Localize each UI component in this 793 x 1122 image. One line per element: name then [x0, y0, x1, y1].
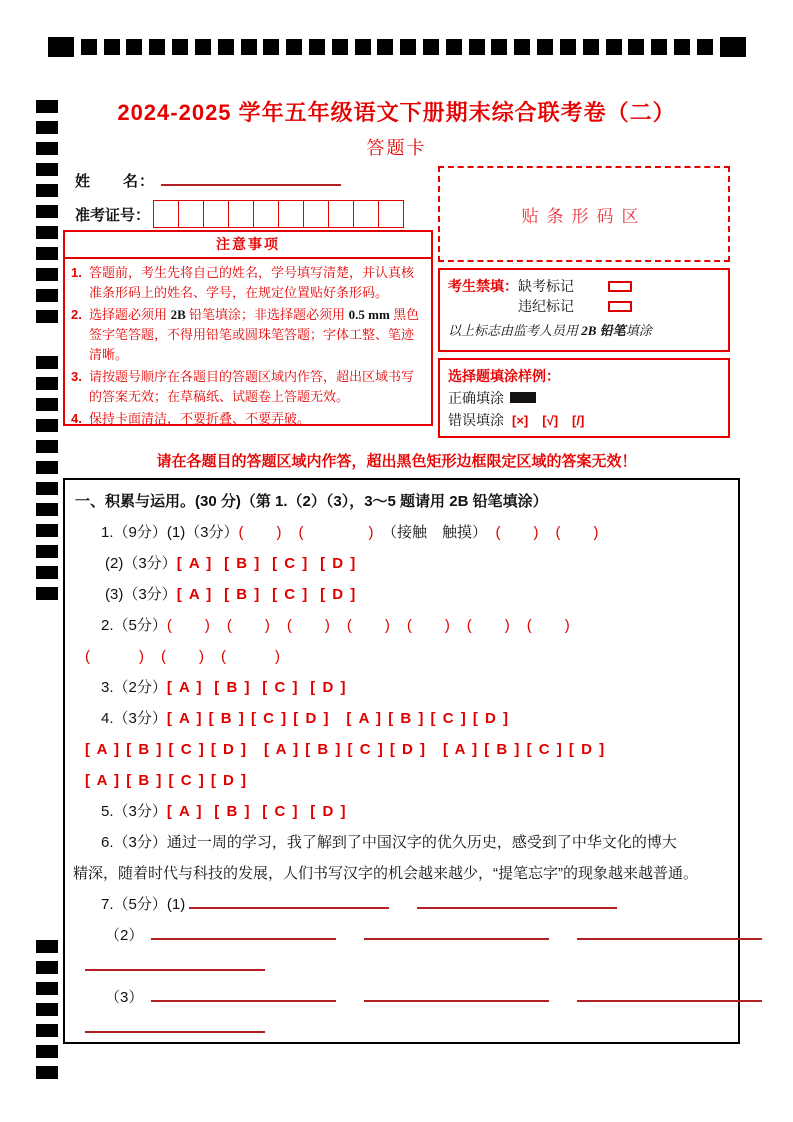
- mark-checkbox[interactable]: [608, 281, 632, 292]
- answer-line: [71, 796, 732, 827]
- question-label: （2）: [105, 927, 144, 944]
- timing-mark: [36, 419, 58, 432]
- answer-line: [71, 1013, 732, 1044]
- notice-item-text: 铅笔填涂；非选择题必须用: [189, 307, 349, 322]
- answer-line: [71, 703, 732, 734]
- timing-mark: [263, 39, 279, 55]
- timing-mark: [36, 226, 58, 239]
- forbidden-row: [518, 296, 632, 316]
- forbidden-note: [448, 320, 720, 339]
- answer-area-box: [63, 478, 740, 1044]
- answer-line: [71, 951, 732, 982]
- timing-mark: [36, 356, 58, 369]
- notice-item: [71, 409, 425, 429]
- timing-mark: [218, 39, 234, 55]
- timing-mark: [423, 39, 439, 55]
- answer-blank-parens[interactable]: ( ) ( ): [479, 524, 600, 541]
- answer-options[interactable]: [ A ] [ B ] [ C ] [ D ] [ A ] [ B ] [ C ] [ D ] [ A ] [ B ] [ C ] [ D ]: [85, 741, 606, 758]
- timing-mark: [36, 289, 58, 302]
- exam-no-box[interactable]: [353, 200, 379, 228]
- exam-no-box[interactable]: [153, 200, 179, 228]
- exam-title: 2024-2025 学年五年级语文下册期末综合联考卷（二）: [117, 100, 676, 125]
- question-label: 3.（2分）: [101, 679, 167, 696]
- exam-no-boxes: [154, 200, 404, 228]
- answer-lines: [71, 486, 732, 1044]
- timing-mark: [172, 39, 188, 55]
- timing-mark: [355, 39, 371, 55]
- answer-write-line[interactable]: [417, 896, 617, 909]
- answer-write-line[interactable]: [151, 927, 336, 940]
- notice-item-text: 2B: [170, 307, 190, 322]
- notice-item: [71, 367, 425, 407]
- answer-line: [71, 920, 732, 951]
- wrong-fill-marks: [512, 409, 598, 432]
- spacer: [143, 1001, 151, 1002]
- exam-no-box[interactable]: [328, 200, 354, 228]
- answer-options[interactable]: [ A ] [ B ] [ C ] [ D ]: [166, 803, 347, 820]
- exam-no-box[interactable]: [303, 200, 329, 228]
- top-timing-marks: [48, 36, 746, 58]
- exam-number-label: 准考证号：: [75, 206, 151, 224]
- correct-fill-row: [448, 387, 720, 409]
- answer-options[interactable]: [ A ] [ B ] [ C ] [ D ] [ A ] [ B ] [ C ] [ D ]: [166, 710, 510, 727]
- wrong-fill-mark: [×]: [512, 413, 529, 428]
- left-timing-marks-group: [36, 356, 58, 600]
- answer-write-line[interactable]: [85, 1020, 265, 1033]
- notice-item-number: 4.: [71, 411, 82, 426]
- exam-no-box[interactable]: [378, 200, 404, 228]
- spacer: [549, 939, 577, 940]
- exam-no-box[interactable]: [253, 200, 279, 228]
- answer-line: [71, 858, 732, 889]
- timing-mark: [537, 39, 553, 55]
- timing-mark: [491, 39, 507, 55]
- timing-mark: [583, 39, 599, 55]
- answer-blank-parens[interactable]: ( ) ( ) ( ) ( ) ( ) ( ) ( ): [166, 617, 571, 634]
- timing-mark: [149, 39, 165, 55]
- correct-fill-swatch: [510, 392, 536, 403]
- timing-mark: [36, 247, 58, 260]
- answer-options[interactable]: [ A ] [ B ] [ C ] [ D ]: [176, 586, 357, 603]
- question-label: 7.（5分）(1): [101, 896, 190, 913]
- notice-item-text: 请按题号顺序在各题目的答题区域内作答，超出区域书写的答案无效；在草稿纸、试题卷上答题无效。: [89, 369, 415, 404]
- answer-line: [71, 734, 732, 765]
- question-label: 6.（3分）通过一周的学习，我了解到了中国汉字的优久历史，感受到了中华文化的博大: [101, 834, 677, 851]
- timing-mark: [400, 39, 416, 55]
- question-label: 5.（3分）: [101, 803, 167, 820]
- timing-mark: [332, 39, 348, 55]
- timing-mark: [36, 545, 58, 558]
- answer-write-line[interactable]: [577, 989, 762, 1002]
- answer-write-line[interactable]: [364, 989, 549, 1002]
- forbidden-row-label: 违纪标记: [518, 298, 574, 314]
- timing-mark: [36, 587, 58, 600]
- question-label: (3)（3分）: [105, 586, 177, 603]
- notice-item-text: 0.5 mm: [348, 307, 394, 322]
- timing-mark: [36, 310, 58, 323]
- name-input-line[interactable]: [161, 172, 341, 186]
- question-label: （接触 触摸）: [374, 524, 480, 541]
- timing-mark: [514, 39, 530, 55]
- answer-options[interactable]: [ A ] [ B ] [ C ] [ D ]: [85, 772, 248, 789]
- notice-box: [63, 230, 433, 426]
- answer-write-line[interactable]: [364, 927, 549, 940]
- timing-mark: [126, 39, 142, 55]
- wrong-fill-mark: [/]: [572, 413, 585, 428]
- spacer: [389, 908, 417, 909]
- timing-mark: [606, 39, 622, 55]
- notice-item-text: 保持卡面清洁，不要折叠、不要弄破。: [89, 411, 311, 426]
- notice-item-text: 答题前，考生先将自己的姓名，学号填写清楚，并认真核准条形码上的姓名、学号，在规定位置贴好条形码。: [89, 265, 415, 300]
- question-label: 1.（9分）(1)（3分）: [101, 524, 239, 541]
- answer-options[interactable]: [ A ] [ B ] [ C ] [ D ]: [176, 555, 357, 572]
- spacer: [549, 1001, 577, 1002]
- exam-number-row: [75, 200, 404, 228]
- examinee-forbidden-box: [438, 268, 730, 352]
- wrong-fill-mark: [√]: [542, 413, 559, 428]
- timing-mark: [720, 37, 746, 57]
- answer-line: [71, 641, 732, 672]
- exam-no-box[interactable]: [178, 200, 204, 228]
- timing-mark: [36, 1003, 58, 1016]
- timing-mark: [36, 377, 58, 390]
- timing-mark: [36, 1066, 58, 1079]
- notice-item-number: 1.: [71, 265, 82, 280]
- timing-mark: [36, 1024, 58, 1037]
- forbidden-note-text: 2B 铅笔: [581, 323, 626, 338]
- answer-blank-parens[interactable]: ( ) ( ) ( ): [85, 648, 281, 665]
- answer-write-line[interactable]: [189, 896, 389, 909]
- answer-line: [71, 827, 732, 858]
- timing-mark: [286, 39, 302, 55]
- question-label: (2)（3分）: [105, 555, 177, 572]
- notice-item-text: 黑色签字笔答题，不得用铅笔或圆珠笔答题；字体工整、笔迹清晰。: [89, 307, 420, 362]
- answer-options[interactable]: [ A ] [ B ] [ C ] [ D ]: [166, 679, 347, 696]
- forbidden-note-text: 填涂: [625, 323, 652, 338]
- timing-mark: [36, 1045, 58, 1058]
- answer-blank-parens[interactable]: ( ) ( ): [238, 524, 375, 541]
- forbidden-title: 考生禁填：: [448, 278, 518, 294]
- timing-mark: [377, 39, 393, 55]
- timing-mark: [195, 39, 211, 55]
- answer-write-line[interactable]: [577, 927, 762, 940]
- timing-mark: [36, 940, 58, 953]
- spacer: [336, 939, 364, 940]
- timing-mark: [36, 566, 58, 579]
- name-row: [75, 170, 341, 191]
- answer-line: [71, 517, 732, 548]
- timing-mark: [36, 482, 58, 495]
- spacer: [336, 1001, 364, 1002]
- barcode-paste-area: [438, 166, 730, 262]
- name-label: 姓 名：: [75, 173, 156, 190]
- wrong-fill-label: 错误填涂: [448, 412, 504, 428]
- answer-line: [71, 486, 732, 517]
- answer-line: [71, 672, 732, 703]
- fill-sample-box: [438, 358, 730, 438]
- forbidden-row: [518, 276, 632, 296]
- answer-line: [71, 982, 732, 1013]
- timing-mark: [48, 37, 74, 57]
- left-timing-marks-group: [36, 940, 58, 1079]
- timing-mark: [309, 39, 325, 55]
- notice-title: 注意事项: [65, 232, 431, 259]
- answer-write-line[interactable]: [151, 989, 336, 1002]
- timing-mark: [560, 39, 576, 55]
- forbidden-row-label: 缺考标记: [518, 278, 574, 294]
- timing-mark: [36, 524, 58, 537]
- wrong-fill-row: [448, 409, 720, 432]
- timing-mark: [36, 982, 58, 995]
- fill-sample-title: 选择题填涂样例：: [448, 368, 560, 384]
- notice-item-text: 选择题必须用: [89, 307, 171, 322]
- notice-item-number: 2.: [71, 307, 82, 322]
- notice-item-number: 3.: [71, 369, 82, 384]
- timing-mark: [36, 184, 58, 197]
- spacer: [143, 939, 151, 940]
- timing-mark: [36, 268, 58, 281]
- notice-item: [71, 263, 425, 303]
- notice-items: [65, 259, 431, 429]
- exam-no-box[interactable]: [203, 200, 229, 228]
- answer-line: [71, 548, 732, 579]
- timing-mark: [446, 39, 462, 55]
- timing-mark: [697, 39, 713, 55]
- timing-mark: [104, 39, 120, 55]
- exam-no-box[interactable]: [228, 200, 254, 228]
- timing-mark: [651, 39, 667, 55]
- correct-fill-label: 正确填涂: [448, 390, 504, 406]
- question-label: 2.（5分）: [101, 617, 167, 634]
- timing-mark: [36, 205, 58, 218]
- answer-area-warning: 请在各题目的答题区域内作答，超出黑色矩形边框限定区域的答案无效！: [156, 453, 637, 470]
- exam-no-box[interactable]: [278, 200, 304, 228]
- section-heading: 一、积累与运用。(30 分)（第 1.（2）（3），3～5 题请用 2B 铅笔填涂）: [75, 493, 548, 510]
- timing-mark: [469, 39, 485, 55]
- mark-checkbox[interactable]: [608, 301, 632, 312]
- barcode-area-label: 贴条形码区: [521, 206, 647, 226]
- question-label: 精深，随着时代与科技的发展，人们书写汉字的机会越来越少，“提笔忘字”的现象越来越普通。: [73, 865, 698, 882]
- timing-mark: [36, 503, 58, 516]
- forbidden-rows: [518, 276, 632, 316]
- timing-mark: [674, 39, 690, 55]
- answer-line: [71, 889, 732, 920]
- answer-line: [71, 765, 732, 796]
- timing-mark: [241, 39, 257, 55]
- timing-mark: [36, 398, 58, 411]
- timing-mark: [36, 163, 58, 176]
- answer-line: [71, 610, 732, 641]
- timing-mark: [81, 39, 97, 55]
- answer-line: [71, 579, 732, 610]
- question-label: （3）: [105, 989, 144, 1006]
- answer-write-line[interactable]: [85, 958, 265, 971]
- timing-mark: [36, 961, 58, 974]
- answer-card-subtitle: 答题卡: [366, 138, 427, 158]
- notice-item: [71, 305, 425, 365]
- forbidden-note-text: 以上标志由监考人员用: [448, 323, 582, 338]
- timing-mark: [628, 39, 644, 55]
- question-label: 4.（3分）: [101, 710, 167, 727]
